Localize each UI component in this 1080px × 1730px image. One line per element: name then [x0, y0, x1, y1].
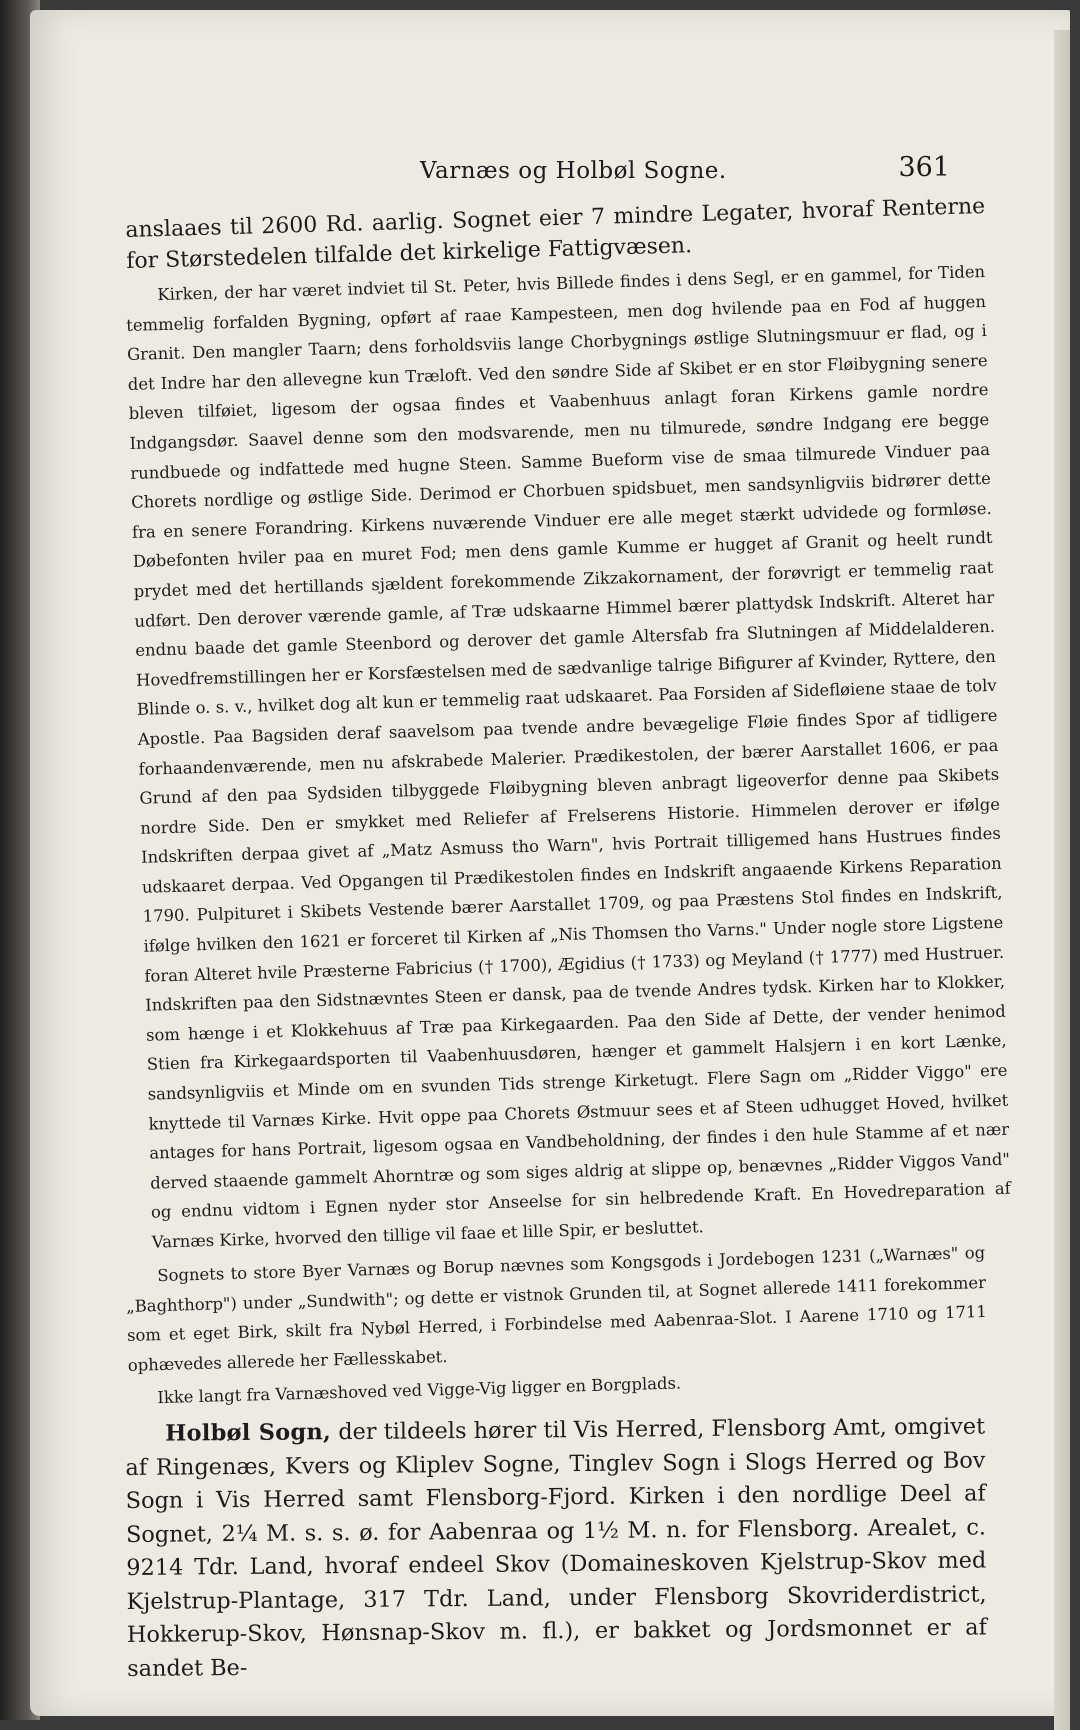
- paragraph-church-description: Kirken, der har været indviet til St. Peter, hvis Billede findes i dens Segl, er en gammel, for Tiden temmelig forfalden Bygning, opført af raae Kampesteen, men dog hvilende paa en Fod af huggen Granit. Den mangler Taarn; dens forholdsviis lange Chorbygnings østlige Slutningsmuur er flad, og i det Indre har den allevegne kun Træloft. Ved den søndre Side af Skibet er en stor Fløibygning senere bleven tilføiet, ligesom der ogsaa findes et Vaabenhuus anlagt foran Kirkens gamle nordre Indgangsdør. Saavel denne som den modsvarende, men nu tilmurede, søndre Indgang ere begge rundbuede og indfattede med hugne Steen. Samme Bueform vise de smaa tilmurede Vinduer paa Chorets nordlige og østlige Side. Derimod er Chorbuen spidsbuet, men sandsynligviis bidrører dette fra en senere Forandring. Kirkens nuværende Vinduer ere alle meget stærkt udvidede og formløse. Døbefonten hviler paa en muret Fod; men dens gamle Kumme er hugget af Granit og heelt rundt prydet med det hertillands sjældent forekommende Zikzakornament, der forøvrigt er temmelig raat udført. Den derover værende gamle, af Træ udskaarne Himmel bærer plattydsk Indskrift. Alteret har endnu baade det gamle Steenbord og derover det gamle Altersfab fra Slutningen af Middelalderen. Hovedfremstillingen her er Korsfæstelsen med de sædvanlige talrige Bifigurer af Kvinder, Ryttere, den Blinde o. s. v., hvilket dog alt kun er temmelig raat udskaaret. Paa Forsiden af Sidefløiene staae de tolv Apostle. Paa Bagsiden deraf saavelsom paa tvende andre bevægelige Fløie findes Spor af tidligere forhaandenværende, men nu afskrabede Malerier. Prædikestolen, der bærer Aarstallet 1606, er paa Grund af den paa Sydsiden tilbyggede Fløibygning bleven anbragt ligeoverfor denne paa Skibets nordre Side. Den er smykket med Reliefer af Frelserens Historie. Himmelen derover er ifølge Indskriften derpaa givet af „Matz Asmuss tho Warn", hvis Portrait tilligemed hans Hustrues findes udskaaret derpaa. Ved Opgangen til Prædikestolen findes en Indskrift angaaende Kirkens Reparation 1790. Pulpituret i Skibets Vestende bærer Aarstallet 1709, og paa Præstens Stol findes en Indskrift, ifølge hvilken den 1621 er forceret til Kirken af „Nis Thomsen tho Varns." Under nogle store Ligstene foran Alteret hvile Præsterne Fabricius († 1700), Ægidius († 1733) og Meyland († 1777) med Hustruer. Indskriften paa den Sidstnævntes Steen er dansk, paa de tvende Andres tydsk. Kirken har to Klokker, som hænge i et Klokkehuus af Træ paa Kirkegaarden. Paa den Side af Dette, der vender henimod Stien fra Kirkegaardsporten til Vaabenhuusdøren, hænger et gammelt Halsjern i en kort Lænke, sandsynligviis et Minde om en svunden Tids strenge Kirketugt. Flere Sagn om „Ridder Viggo" ere knyttede til Varnæs Kirke. Hvit oppe paa Chorets Østmuur sees et af Steen udhugget Hoved, hvilket antages for hans Portrait, ligesom ogsaa en Vandbeholdning, der findes i den hule Stamme af et nær derved staaende gammelt Ahorntræ og som siges aldrig at slippe op, benævnes „Ridder Viggos Vand" og endnu vidtom i Egnen nyder stor Anseelse for sin helbredende Kraft. En Hovedreparation af Varnæs Kirke, hvorved den tillige vil faae et lille Spir, er besluttet.: [125, 261, 1011, 1252]
- page-edge: [1054, 30, 1070, 1730]
- paragraph-parish-history: Sognets to store Byer Varnæs og Borup nævnes som Kongsgods i Jordebogen 1231 („Warnæs" og „Baghthorp") under „Sundwith"; og dette er vistnok Grunden til, at Sognet allerede 1411 forekommer som et eget Birk, skilt fra Nybøl Herred, i Forbindelse med Aabenraa-Slot. I Aarene 1710 og 1711 ophævedes allerede her Fællesskabet.: [125, 1242, 987, 1375]
- body-text: [125, 193, 1011, 1690]
- paragraph-borgplads: Ikke langt fra Varnæshoved ved Vigge-Vig ligger en Borgplads.: [157, 1373, 682, 1408]
- running-head: Varnæs og Holbøl Sogne.: [420, 158, 727, 184]
- page-header: [360, 152, 960, 198]
- section-holbol: [125, 1410, 987, 1685]
- section-heading: Holbøl Sogn,: [165, 1418, 332, 1447]
- page-number: 361: [898, 152, 950, 183]
- section-text: der tildeels hører til Vis Herred, Flensborg Amt, omgivet af Ringenæs, Kvers og Kliplev Sogne, Tinglev Sogn i Slogs Herred og Bov Sogn i Vis Herred samt Flensborg-Fjord. Kirken i den nordlige Deel af Sognet, 2¼ M. s. s. ø. for Aabenraa og 1½ M. n. for Flensborg. Arealet, c. 9214 Tdr. Land, hvoraf endeel Skov (Domaineskoven Kjelstrup-Skov med Kjelstrup-Plantage, 317 Tdr. Land, under Flensborg Skovriderdistrict, Hokkerup-Skov, Hønsnap-Skov m. fl.), er bakket og Jordsmonnet er af sandet Be-: [125, 1413, 987, 1682]
- paragraph-legacy-income: anslaaes til 2600 Rd. aarlig. Sognet eier 7 mindre Legater, hvoraf Renterne for Størstedelen tilfalde det kirkelige Fattigvæsen.: [125, 193, 986, 274]
- book-page: [30, 10, 1070, 1716]
